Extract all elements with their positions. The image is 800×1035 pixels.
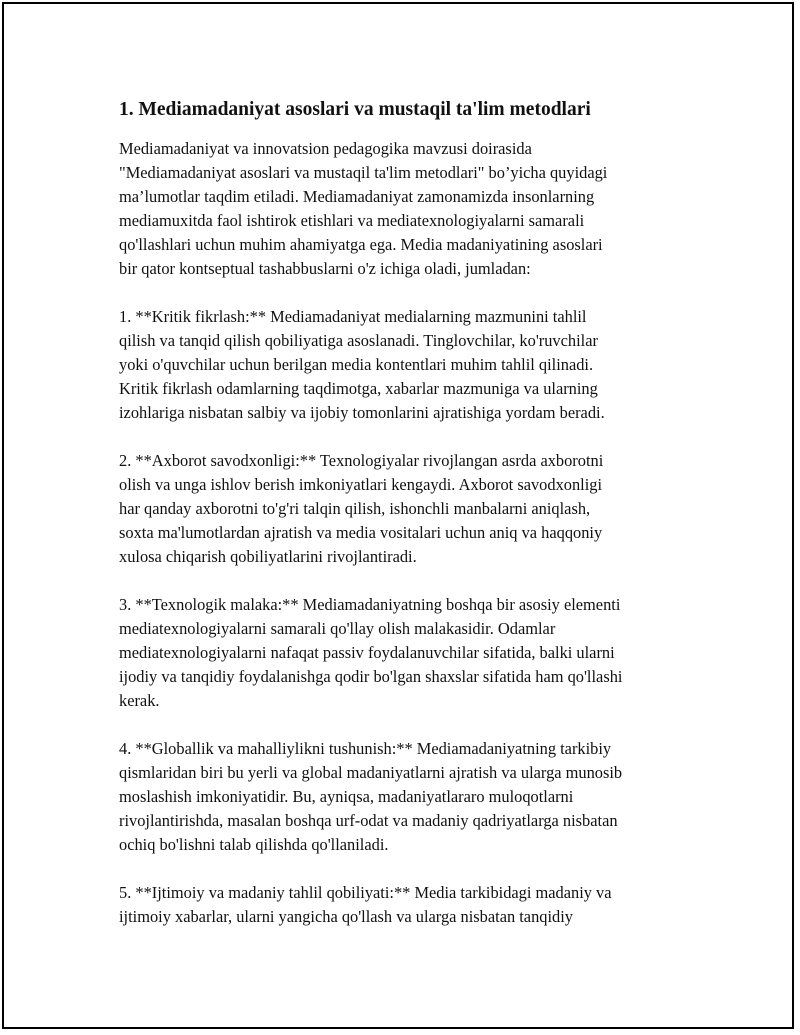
- paragraph-line: ma’lumotlar taqdim etiladi. Mediamadaniyat zamonamizda insonlarning: [119, 187, 595, 206]
- body-paragraph: [119, 449, 699, 569]
- body-paragraph: [119, 881, 699, 929]
- paragraph-line: yoki o'quvchilar uchun berilgan media kontentlari muhim tahlil qilinadi.: [119, 355, 594, 374]
- paragraph-line: rivojlantirishda, masalan boshqa urf-odat va madaniy qadriyatlarga nisbatan: [119, 811, 618, 830]
- paragraph-line: qo'llashlari uchun muhim ahamiyatga ega. Media madaniyatining asoslari: [119, 235, 603, 254]
- document-page: [2, 2, 794, 1029]
- paragraph-line: ochiq bo'lishni talab qilishda qo'llaniladi.: [119, 835, 389, 854]
- paragraph-line: mediatexnologiyalarni nafaqat passiv foydalanuvchilar sifatida, balki ularni: [119, 643, 615, 662]
- document-title: 1. Mediamadaniyat asoslari va mustaqil ta'lim metodlari: [119, 99, 591, 120]
- paragraph-line: bir qator kontseptual tashabbuslarni o'z ichiga oladi, jumladan:: [119, 259, 531, 278]
- paragraph-line: 4. **Globallik va mahalliylikni tushunish:** Mediamadaniyatning tarkibiy: [119, 739, 612, 758]
- paragraph-line: har qanday axborotni to'g'ri talqin qilish, ishonchli manbalarni aniqlash,: [119, 499, 591, 518]
- paragraph-line: ijtimoiy xabarlar, ularni yangicha qo'llash va ularga nisbatan tanqidiy: [119, 907, 573, 926]
- document-body: [119, 137, 699, 929]
- body-paragraph: [119, 305, 699, 425]
- paragraph-line: moslashish imkoniyatidir. Bu, ayniqsa, madaniyatlararo muloqotlarni: [119, 787, 574, 806]
- paragraph-line: 2. **Axborot savodxonligi:** Texnologiyalar rivojlangan asrda axborotni: [119, 451, 604, 470]
- paragraph-line: Kritik fikrlash odamlarning taqdimotga, xabarlar mazmuniga va ularning: [119, 379, 598, 398]
- paragraph-line: izohlariga nisbatan salbiy va ijobiy tomonlarini ajratishiga yordam beradi.: [119, 403, 605, 422]
- paragraph-line: olish va unga ishlov berish imkoniyatlari kengaydi. Axborot savodxonligi: [119, 475, 603, 494]
- paragraph-line: mediatexnologiyalarni samarali qo'llay olish malakasidir. Odamlar: [119, 619, 556, 638]
- paragraph-line: 5. **Ijtimoiy va madaniy tahlil qobiliyati:** Media tarkibidagi madaniy va: [119, 883, 612, 902]
- paragraph-line: 1. **Kritik fikrlash:** Mediamadaniyat medialarning mazmunini tahlil: [119, 307, 587, 326]
- paragraph-line: ijodiy va tanqidiy foydalanishga qodir bo'lgan shaxslar sifatida ham qo'llashi: [119, 667, 623, 686]
- body-paragraph: [119, 137, 699, 281]
- paragraph-line: kerak.: [119, 691, 160, 710]
- paragraph-line: "Mediamadaniyat asoslari va mustaqil ta'lim metodlari" bo’yicha quyidagi: [119, 163, 608, 182]
- body-paragraph: [119, 593, 699, 713]
- document-content: [119, 97, 699, 953]
- paragraph-line: mediamuxitda faol ishtirok etishlari va mediatexnologiyalarni samarali: [119, 211, 585, 230]
- paragraph-line: xulosa chiqarish qobiliyatlarini rivojlantiradi.: [119, 547, 417, 566]
- paragraph-line: soxta ma'lumotlardan ajratish va media vositalari uchun aniq va haqqoniy: [119, 523, 603, 542]
- paragraph-line: Mediamadaniyat va innovatsion pedagogika mavzusi doirasida: [119, 139, 532, 158]
- paragraph-line: qismlaridan biri bu yerli va global madaniyatlarni ajratish va ularga munosib: [119, 763, 623, 782]
- paragraph-line: qilish va tanqid qilish qobiliyatiga asoslanadi. Tinglovchilar, ko'ruvchilar: [119, 331, 598, 350]
- paragraph-line: 3. **Texnologik malaka:** Mediamadaniyatning boshqa bir asosiy elementi: [119, 595, 621, 614]
- body-paragraph: [119, 737, 699, 857]
